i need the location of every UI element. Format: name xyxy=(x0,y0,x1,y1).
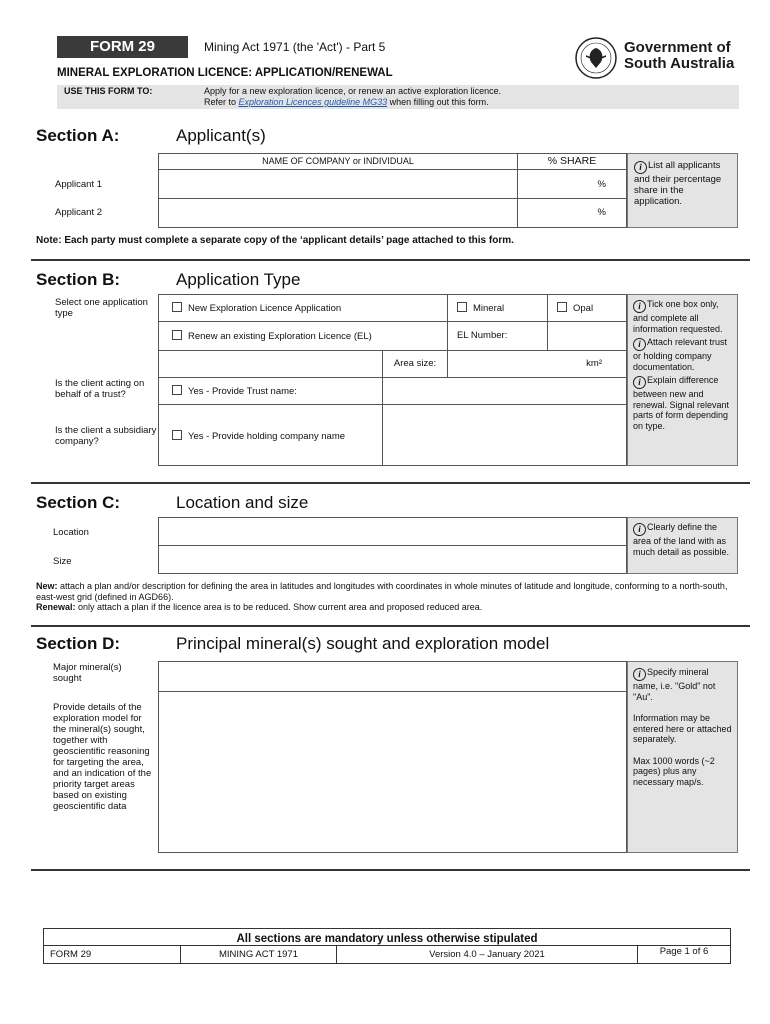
subsidiary-option[interactable]: Yes - Provide holding company name xyxy=(159,405,383,465)
footer-form: FORM 29 xyxy=(44,946,181,963)
section-d-label: Section D: xyxy=(36,634,121,653)
footer-table xyxy=(43,928,731,964)
section-d-note: i Specify mineral name, i.e. "Gold" not "Au". Information may be entered here or attached separately. Max 1000 words (~2 pages) plus any necessary map/s. xyxy=(627,661,738,853)
location-size-table xyxy=(158,517,627,574)
form-main-title: MINERAL EXPLORATION LICENCE: APPLICATION/RENEWAL xyxy=(57,67,393,79)
info-icon: i xyxy=(633,668,646,681)
section-b-title: Application Type xyxy=(176,270,301,289)
divider xyxy=(31,625,750,627)
el-number-label: EL Number: xyxy=(448,322,548,351)
footer-page: Page 1 of 6 xyxy=(659,946,709,957)
mineral-option[interactable]: Mineral xyxy=(448,295,548,322)
applicants-table xyxy=(158,153,627,228)
section-c-title: Location and size xyxy=(176,493,309,512)
government-crest-icon xyxy=(574,36,618,80)
section-a-label: Section A: xyxy=(36,126,120,145)
section-c-note: i Clearly define the area of the land with as much detail as possible. xyxy=(627,517,738,574)
applicant-2-name-input[interactable] xyxy=(159,199,518,227)
section-a-footnote: Note: Each party must complete a separate copy of the ‘applicant details’ page attached to this form. xyxy=(36,235,514,246)
renew-el-option[interactable]: Renew an existing Exploration Licence (EL) xyxy=(159,322,448,351)
holding-company-input[interactable] xyxy=(383,405,626,465)
exploration-model-input[interactable] xyxy=(159,692,626,852)
new-el-option[interactable]: New Exploration Licence Application xyxy=(159,295,448,322)
el-number-input[interactable] xyxy=(548,322,626,351)
divider xyxy=(31,259,750,261)
trust-question: Is the client acting on behalf of a trust? xyxy=(55,378,145,400)
subsidiary-question: Is the client a subsidiary company? xyxy=(55,425,157,447)
col-share-header: % SHARE xyxy=(518,154,626,170)
form-number-badge: FORM 29 xyxy=(57,36,188,58)
section-a-title: Applicant(s) xyxy=(176,126,266,145)
section-b-label: Section B: xyxy=(36,270,121,289)
footer-version: Version 4.0 – January 2021 xyxy=(337,946,638,963)
location-label: Location xyxy=(53,527,89,538)
use-form-text: Apply for a new exploration licence, or renew an active exploration licence. Refer to Exploration Licences guideline MG33 when filling out this form. xyxy=(204,86,502,107)
new-el-checkbox[interactable] xyxy=(172,302,182,312)
guideline-link[interactable]: Exploration Licences guideline MG33 xyxy=(238,97,388,107)
size-label: Size xyxy=(53,556,72,567)
use-form-label: USE THIS FORM TO: xyxy=(64,86,153,96)
area-size-label: Area size: xyxy=(383,351,448,378)
info-icon: i xyxy=(634,161,647,174)
application-type-table xyxy=(158,294,627,466)
mineral-checkbox[interactable] xyxy=(457,302,467,312)
subsidiary-checkbox[interactable] xyxy=(172,430,182,440)
applicant-2-share-input[interactable]: % xyxy=(597,207,606,218)
col-name-header: NAME OF COMPANY or INDIVIDUAL xyxy=(159,154,518,170)
mandatory-note: All sections are mandatory unless otherwise stipulated xyxy=(44,929,730,946)
trust-name-input[interactable] xyxy=(383,378,626,405)
opal-option[interactable]: Opal xyxy=(548,295,626,322)
act-title: Mining Act 1971 (the 'Act') - Part 5 xyxy=(204,40,386,54)
major-minerals-input[interactable] xyxy=(159,662,626,692)
area-size-input[interactable]: km² xyxy=(448,351,626,378)
size-input[interactable] xyxy=(159,546,626,573)
location-input[interactable] xyxy=(159,518,626,546)
section-c-instructions: New: attach a plan and/or description for defining the area in latitudes and longitudes with coordinates in whole minutes of latitude and longitude, conforming to a north-south, east-west grid (defined in AGD66). Renewal: only attach a plan if the licence area is to be reduced. Show current area and proposed reduced area. xyxy=(36,581,728,612)
applicant-2-label: Applicant 2 xyxy=(55,207,103,218)
section-a-note: i List all applicants and their percentage share in the application. xyxy=(627,153,738,228)
government-name: Government of South Australia xyxy=(624,39,735,72)
select-type-label: Select one application type xyxy=(55,297,148,319)
exploration-model-label: Provide details of the exploration model for the mineral(s) sought, together with geoscientific reasoning for targeting the area, and an indication of the priority target areas based on existing geoscientific data xyxy=(53,702,152,812)
renew-el-checkbox[interactable] xyxy=(172,330,182,340)
trust-option[interactable]: Yes - Provide Trust name: xyxy=(159,378,383,405)
footer-act: MINING ACT 1971 xyxy=(181,946,337,963)
applicant-1-name-input[interactable] xyxy=(159,170,518,199)
section-d-title: Principal mineral(s) sought and exploration model xyxy=(176,634,550,653)
applicant-1-share-input[interactable]: % xyxy=(518,170,626,199)
trust-checkbox[interactable] xyxy=(172,385,182,395)
mineral-model-table xyxy=(158,661,627,853)
divider xyxy=(31,482,750,484)
info-icon: i xyxy=(633,338,646,351)
info-icon: i xyxy=(633,376,646,389)
area-blank xyxy=(159,351,383,378)
section-c-label: Section C: xyxy=(36,493,121,512)
section-b-note: i Tick one box only, and complete all information requested. i Attach relevant trust or holding company documentation. i Explain difference between new and renewal. Signal relevant parts of form depending on type. xyxy=(627,294,738,466)
divider xyxy=(31,869,750,871)
applicant-1-label: Applicant 1 xyxy=(55,179,103,190)
major-minerals-label: Major mineral(s) sought xyxy=(53,662,122,684)
info-icon: i xyxy=(633,300,646,313)
info-icon: i xyxy=(633,523,646,536)
opal-checkbox[interactable] xyxy=(557,302,567,312)
